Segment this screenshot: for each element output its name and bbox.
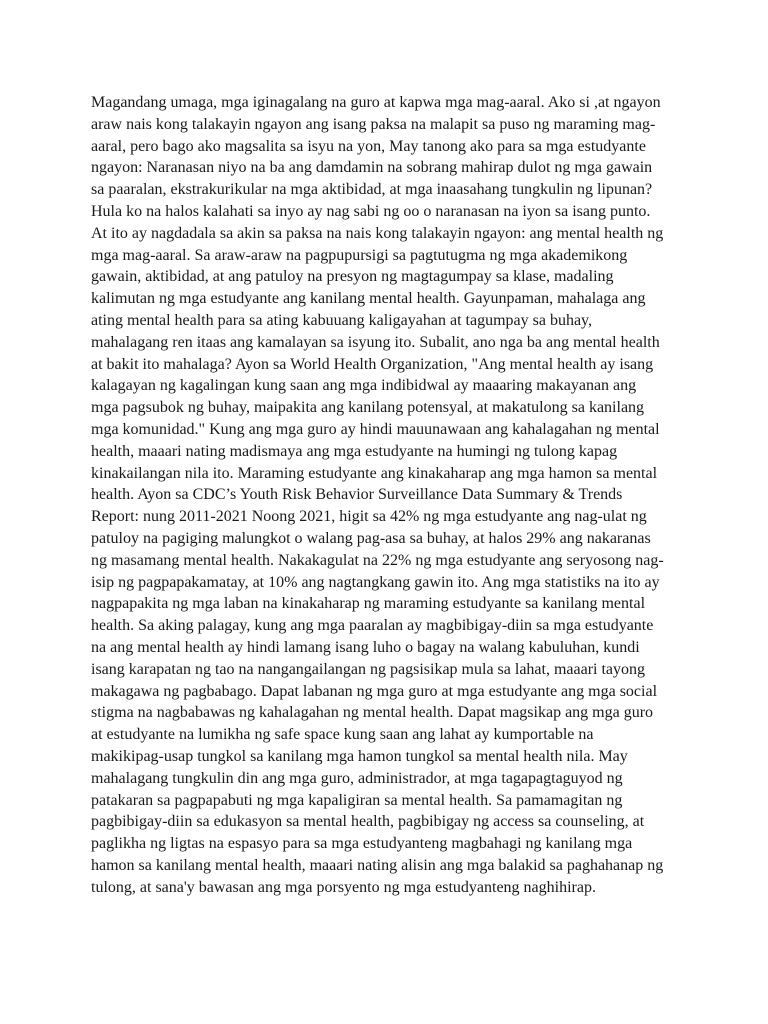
text-line: stigma na nagbabawas ng kahalagahan ng mental health. Dapat magsikap ang mga guro [91,704,654,722]
text-line: paglikha ng ligtas na espasyo para sa mga estudyanteng magbahagi ng kanilang mga [91,835,633,853]
text-line: makagawa ng pagbabago. Dapat labanan ng mga guro at mga estudyante ang mga social [91,682,658,700]
text-line: at bakit ito mahalaga? Ayon sa World Health Organization, "Ang mental health ay isang [91,355,654,373]
text-line: At ito ay nagdadala sa akin sa paksa na nais kong talakayin ngayon: ang mental health ng [91,224,664,242]
text-line: nagpapakita ng mga laban na kinakaharap ng maraming estudyante sa kanilang mental [91,595,646,613]
text-line: na ang mental health ay hindi lamang isang luho o bagay na walang kabuluhan, kundi [91,638,640,656]
text-line: kalimutan ng mga estudyante ang kanilang mental health. Gayunpaman, mahalaga ang [91,290,646,308]
text-line: araw nais kong talakayin ngayon ang isang paksa na malapit sa puso ng maraming mag- [91,115,656,133]
text-line: aaral, pero bago ako magsalita sa isyu na yon, May tanong ako para sa mga estudyante [91,137,646,155]
text-line: mga pagsubok ng buhay, maipakita ang kanilang potensyal, at makatulong sa kanilang [91,399,645,417]
body-paragraph [91,92,691,898]
text-line: patuloy na pagiging malungkot o walang pag-asa sa buhay, at halos 29% ang nakaranas [91,529,651,547]
text-line: ng masamang mental health. Nakakagulat na 22% ng mga estudyante ang seryosong nag- [91,551,664,569]
text-line: at estudyante na lumikha ng safe space kung saan ang lahat ay kumportable na [91,726,594,744]
text-line: mahalagang ren itaas ang kamalayan sa isyung ito. Subalit, ano nga ba ang mental health [91,333,660,351]
text-line: mga mag-aaral. Sa araw-araw na pagpupursigi sa pagtutugma ng mga akademikong [91,246,628,264]
text-line: kalagayan ng kagalingan kung saan ang mga indibidwal ay maaaring makayanan ang [91,377,637,395]
text-line: ngayon: Naranasan niyo na ba ang damdamin na sobrang mahirap dulot ng mga gawain [91,159,653,177]
text-line: hamon sa kanilang mental health, maaari nating alisin ang mga balakid sa paghahanap ng [91,856,664,874]
text-line: patakaran sa pagpapabuti ng mga kapaligiran sa mental health. Sa pamamagitan ng [91,791,623,809]
text-line: ating mental health para sa ating kabuuang kaligayahan at tagumpay sa buhay, [91,311,593,329]
text-line: mga komunidad." Kung ang mga guro ay hindi mauunawaan ang kahalagahan ng mental [91,420,660,438]
text-line: makikipag-usap tungkol sa kanilang mga hamon tungkol sa mental health nila. May [91,747,628,765]
text-line: gawain, aktibidad, at ang patuloy na presyon ng magtagumpay sa klase, madaling [91,268,614,286]
text-line: isang karapatan ng tao na nangangailangan ng pagsisikap mula sa lahat, maaari tayong [91,660,646,678]
text-line: health. Ayon sa CDC’s Youth Risk Behavior Surveillance Data Summary & Trends [91,486,623,504]
text-line: pagbibigay-diin sa edukasyon sa mental health, pagbibigay ng access sa counseling, at [91,813,645,831]
text-line: Hula ko na halos kalahati sa inyo ay nag sabi ng oo o naranasan na iyon sa isang punto. [91,202,651,220]
text-line: Report: nung 2011-2021 Noong 2021, higit sa 42% ng mga estudyante ang nag-ulat ng [91,508,647,526]
text-line: health, maaari nating madismaya ang mga estudyante na humingi ng tulong kapag [91,442,618,460]
text-line: health. Sa aking palagay, kung ang mga paaralan ay magbibigay-diin sa mga estudyante [91,617,654,635]
text-line: isip ng pagpapakamatay, at 10% ang nagtangkang gawin ito. Ang mga statistiks na ito ay [91,573,660,591]
text-line: tulong, at sana'y bawasan ang mga porsyento ng mga estudyanteng naghihirap. [91,878,596,896]
text-line: kinakailangan nila ito. Maraming estudyante ang kinakaharap ang mga hamon sa mental [91,464,658,482]
text-line: sa paaralan, ekstrakurikular na mga aktibidad, at mga inaasahang tungkulin ng lipunan? [91,181,653,199]
text-line: mahalagang tungkulin din ang mga guro, administrador, at mga tagapagtaguyod ng [91,769,623,787]
text-line: Magandang umaga, mga iginagalang na guro at kapwa mga mag-aaral. Ako si ,at ngayon [91,94,661,111]
